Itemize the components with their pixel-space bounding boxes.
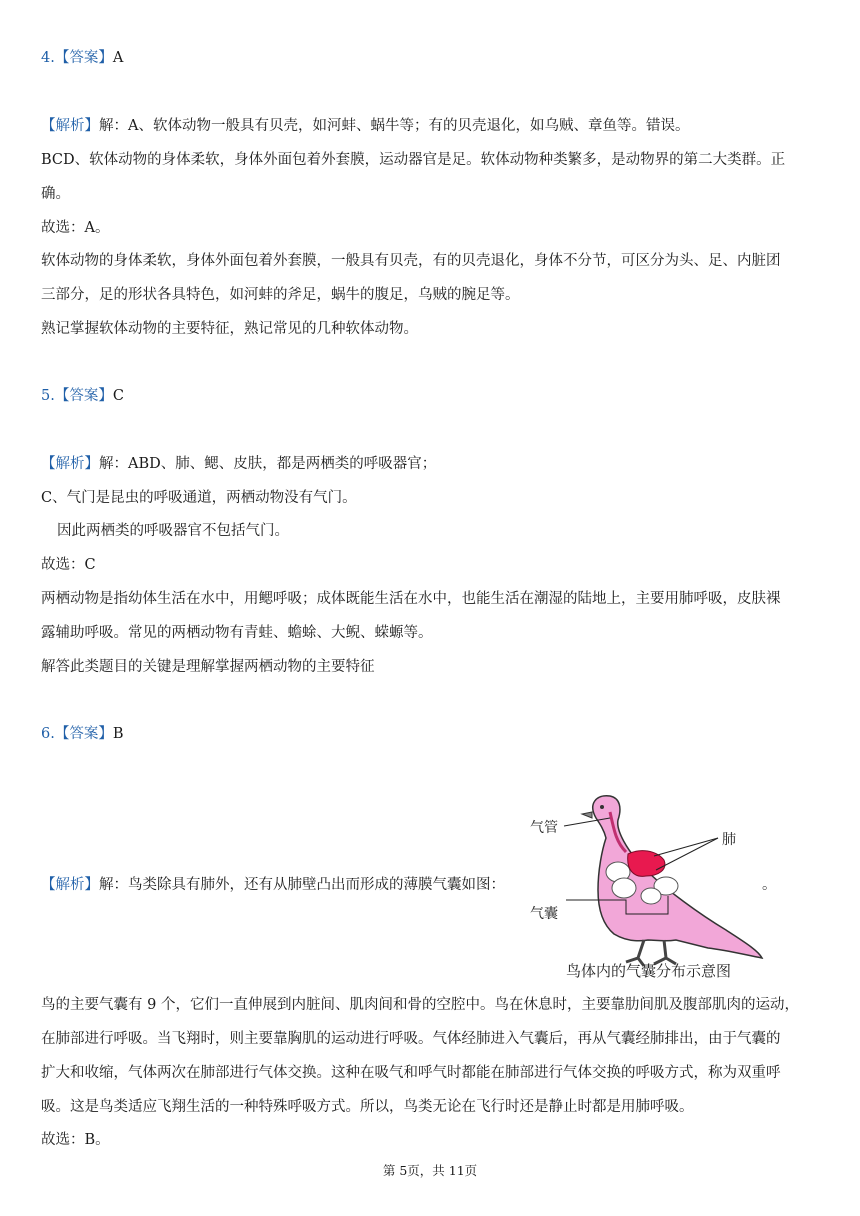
- q6-answer-line: [41, 724, 124, 744]
- q4-answer-line: [41, 48, 123, 68]
- q6-analysis-tag: 【解析】: [41, 877, 99, 893]
- q6-analysis-line-4: 故选：B。: [41, 1132, 110, 1148]
- q6-answer-tag: 【答案】: [54, 726, 113, 742]
- q4-analysis-line-1: BCD、软体动物的身体柔软，身体外面包着外套膜，运动器官是足。软体动物种类繁多，是动物界的第二大类群。正: [41, 152, 786, 168]
- q4-analysis-line-4: 软体动物的身体柔软，身体外面包着外套膜，一般具有贝壳，有的贝壳退化，身体不分节，可区分为头、足、内脏团: [41, 253, 781, 269]
- q5-analysis-line-5: 露辅助呼吸。常见的两栖动物有青蛙、蟾蜍、大鲵、蝾螈等。: [41, 625, 433, 641]
- q5-answer-tag: 【答案】: [54, 388, 113, 404]
- q6-analysis-line-2: 扩大和收缩，气体两次在肺部进行气体交换。这种在吸气和呼气时都能在肺部进行气体交换的呼吸方式，称为双重呼: [41, 1065, 781, 1081]
- q5-analysis-line-2: 因此两栖类的呼吸器官不包括气门。: [57, 523, 289, 539]
- q6-analysis-intro: [41, 875, 505, 895]
- q5-analysis-line-0: [41, 454, 436, 474]
- q5-analysis-line-3: 故选：C: [41, 557, 96, 573]
- bird-air-sac-diagram: [526, 790, 776, 985]
- figure-caption: 鸟体内的气囊分布示意图: [566, 962, 732, 980]
- q4-analysis-tag: 【解析】: [41, 118, 99, 134]
- q5-analysis-tag: 【解析】: [41, 456, 99, 472]
- bird-eye: [600, 805, 604, 809]
- q4-analysis-text: 解：A、软体动物一般具有贝壳，如河蚌、蜗牛等；有的贝壳退化，如乌贼、章鱼等。错误。: [99, 118, 690, 134]
- q4-answer-tag: 【答案】: [54, 50, 113, 66]
- q4-analysis-line-6: 熟记掌握软体动物的主要特征，熟记常见的几种软体动物。: [41, 321, 418, 337]
- q6-intro-end: 。: [762, 877, 777, 893]
- q4-analysis-line-0: [41, 116, 689, 136]
- q5-number: 5.: [41, 388, 55, 404]
- label-airsac: 气囊: [530, 906, 558, 922]
- label-trachea: 气管: [530, 820, 558, 836]
- air-sac: [612, 878, 636, 898]
- q5-analysis-line-4: 两栖动物是指幼体生活在水中，用鳃呼吸；成体既能生活在水中，也能生活在潮湿的陆地上，主要用肺呼吸，皮肤裸: [41, 591, 781, 607]
- label-lung: 肺: [722, 832, 736, 848]
- q5-analysis-line-6: 解答此类题目的关键是理解掌握两栖动物的主要特征: [41, 659, 375, 675]
- air-sac: [641, 888, 661, 904]
- q5-analysis-line-1: C、气门是昆虫的呼吸通道，两栖动物没有气门。: [41, 490, 357, 506]
- page-footer: 第 5页，共 11页: [382, 1163, 478, 1178]
- lung-pointer: [656, 838, 718, 870]
- q6-analysis-line-1: 在肺部进行呼吸。当飞翔时，则主要靠胸肌的运动进行呼吸。气体经肺进入气囊后，再从气囊经肺排出，由于气囊的: [41, 1031, 781, 1047]
- q4-analysis-line-3: 故选：A。: [41, 220, 110, 236]
- q5-answer-line: [41, 386, 124, 406]
- q5-answer-value: C: [112, 388, 124, 404]
- q5-analysis-text: 解：ABD、肺、鳃、皮肤，都是两栖类的呼吸器官；: [99, 456, 437, 472]
- q6-number: 6.: [41, 726, 55, 742]
- bird-beak: [582, 812, 592, 818]
- lung-pointer: [654, 838, 718, 856]
- q6-analysis-line-0: 鸟的主要气囊有 9 个，它们一直伸展到内脏间、肌肉间和骨的空腔中。鸟在休息时，主要靠肋间肌及腹部肌肉的运动，: [41, 997, 799, 1013]
- q4-number: 4.: [41, 50, 55, 66]
- q6-answer-value: B: [112, 726, 124, 742]
- q4-answer-value: A: [112, 50, 124, 66]
- q6-analysis-line-3: 吸。这是鸟类适应飞翔生活的一种特殊呼吸方式。所以，鸟类无论在飞行时还是静止时都是用肺呼吸。: [41, 1099, 694, 1115]
- q4-analysis-line-2: 确。: [41, 186, 70, 202]
- q6-intro-text: 解：鸟类除具有肺外，还有从肺壁凸出而形成的薄膜气囊如图：: [99, 877, 505, 893]
- q4-analysis-line-5: 三部分，足的形状各具特色，如河蚌的斧足，蜗牛的腹足，乌贼的腕足等。: [41, 287, 520, 303]
